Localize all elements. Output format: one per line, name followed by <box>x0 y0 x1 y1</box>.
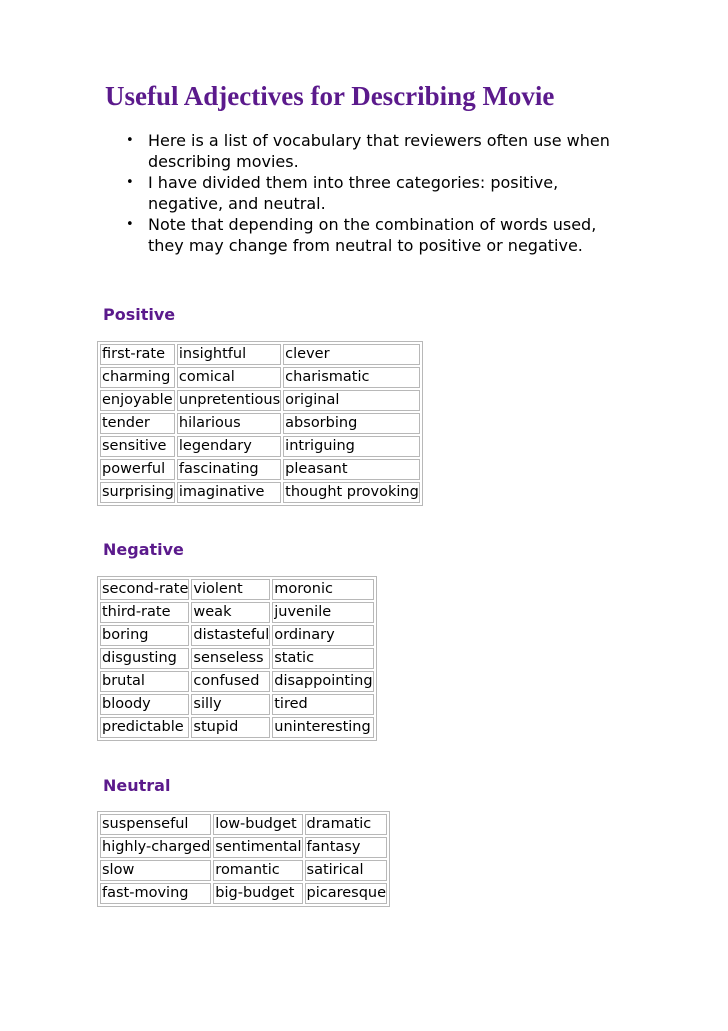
table-cell: disappointing <box>272 671 373 692</box>
negative-table <box>97 576 377 741</box>
positive-table <box>97 341 423 506</box>
table-cell: suspenseful <box>100 814 211 835</box>
table-cell: second-rate <box>100 579 189 600</box>
table-cell: tired <box>272 694 373 715</box>
table-cell: sensitive <box>100 436 175 457</box>
table-row <box>100 602 374 623</box>
table-row <box>100 671 374 692</box>
table-cell: predictable <box>100 717 189 738</box>
table-cell: stupid <box>191 717 270 738</box>
table-cell: tender <box>100 413 175 434</box>
table-cell: senseless <box>191 648 270 669</box>
intro-bullet-list <box>148 130 628 256</box>
table-row <box>100 390 420 411</box>
table-cell: surprising <box>100 482 175 503</box>
table-row <box>100 367 420 388</box>
table-cell: moronic <box>272 579 373 600</box>
table-cell: fascinating <box>177 459 281 480</box>
table-row <box>100 482 420 503</box>
table-row <box>100 694 374 715</box>
table-cell: low-budget <box>213 814 302 835</box>
table-cell: ordinary <box>272 625 373 646</box>
table-cell: static <box>272 648 373 669</box>
table-cell: big-budget <box>213 883 302 904</box>
neutral-heading: Neutral <box>103 776 171 795</box>
table-cell: enjoyable <box>100 390 175 411</box>
table-cell: highly-charged <box>100 837 211 858</box>
table-cell: legendary <box>177 436 281 457</box>
table-cell: insightful <box>177 344 281 365</box>
table-cell: juvenile <box>272 602 373 623</box>
table-cell: charming <box>100 367 175 388</box>
table-cell: hilarious <box>177 413 281 434</box>
table-cell: slow <box>100 860 211 881</box>
table-cell: bloody <box>100 694 189 715</box>
table-cell: confused <box>191 671 270 692</box>
table-cell: pleasant <box>283 459 420 480</box>
table-cell: intriguing <box>283 436 420 457</box>
table-cell: comical <box>177 367 281 388</box>
table-cell: absorbing <box>283 413 420 434</box>
table-cell: charismatic <box>283 367 420 388</box>
table-row <box>100 436 420 457</box>
table-cell: violent <box>191 579 270 600</box>
table-row <box>100 717 374 738</box>
table-cell: unpretentious <box>177 390 281 411</box>
negative-heading: Negative <box>103 540 184 559</box>
table-cell: third-rate <box>100 602 189 623</box>
table-row <box>100 814 387 835</box>
table-row <box>100 860 387 881</box>
table-cell: uninteresting <box>272 717 373 738</box>
page-title: Useful Adjectives for Describing Movie <box>105 81 555 111</box>
table-cell: fast-moving <box>100 883 211 904</box>
table-row <box>100 625 374 646</box>
table-cell: distasteful <box>191 625 270 646</box>
table-row <box>100 413 420 434</box>
table-cell: picaresque <box>305 883 388 904</box>
table-row <box>100 579 374 600</box>
table-cell: boring <box>100 625 189 646</box>
intro-bullet: • I have divided them into three categories: positive, negative, and neutral. <box>148 172 628 214</box>
table-cell: brutal <box>100 671 189 692</box>
table-row <box>100 837 387 858</box>
intro-bullet: • Note that depending on the combination of words used, they may change from neutral to positive or negative. <box>148 214 628 256</box>
table-row <box>100 883 387 904</box>
neutral-table <box>97 811 390 907</box>
table-cell: imaginative <box>177 482 281 503</box>
table-row <box>100 344 420 365</box>
table-cell: fantasy <box>305 837 388 858</box>
table-cell: satirical <box>305 860 388 881</box>
table-cell: disgusting <box>100 648 189 669</box>
intro-bullet: • Here is a list of vocabulary that reviewers often use when describing movies. <box>148 130 628 172</box>
table-cell: silly <box>191 694 270 715</box>
table-row <box>100 648 374 669</box>
table-cell: first-rate <box>100 344 175 365</box>
table-cell: weak <box>191 602 270 623</box>
table-cell: dramatic <box>305 814 388 835</box>
table-cell: original <box>283 390 420 411</box>
table-cell: thought provoking <box>283 482 420 503</box>
table-cell: clever <box>283 344 420 365</box>
table-row <box>100 459 420 480</box>
table-cell: romantic <box>213 860 302 881</box>
positive-heading: Positive <box>103 305 176 324</box>
table-cell: powerful <box>100 459 175 480</box>
table-cell: sentimental <box>213 837 302 858</box>
